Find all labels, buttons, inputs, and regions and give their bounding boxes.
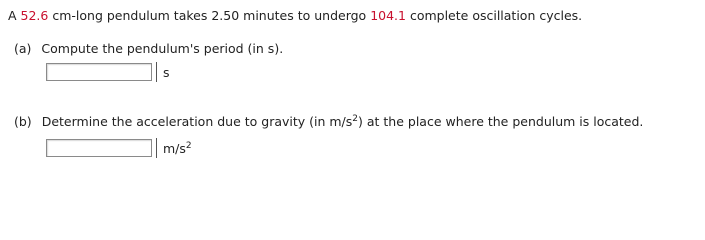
problem-suffix: complete oscillation cycles.	[405, 8, 583, 23]
problem-prefix: A	[8, 8, 21, 23]
part-a-unit: s	[163, 64, 170, 80]
part-a-answer-row	[46, 62, 170, 82]
part-b-unit	[163, 141, 192, 156]
period-answer-input[interactable]	[46, 63, 152, 81]
part-b-question-text	[42, 114, 644, 129]
part-a-question-text: Compute the pendulum's period (in s).	[41, 41, 284, 56]
unit-divider	[156, 138, 160, 158]
gravity-answer-input[interactable]	[46, 139, 152, 157]
problem-statement	[8, 8, 582, 23]
part-b-question-exponent: 2	[352, 113, 359, 124]
part-a-label: (a)	[14, 41, 32, 56]
part-b-question-before: Determine the acceleration due to gravity (in m/s	[41, 114, 353, 129]
part-b-label: (b)	[14, 114, 32, 129]
part-b-unit-exponent: 2	[185, 140, 192, 151]
part-a-question	[14, 41, 283, 56]
part-b-question	[14, 114, 643, 129]
pendulum-length-value: 52.6	[20, 8, 49, 23]
part-b-answer-row	[46, 138, 192, 158]
unit-divider	[156, 62, 160, 82]
part-b-unit-base: m/s	[163, 140, 186, 156]
cycles-value: 104.1	[370, 8, 406, 23]
problem-middle: cm-long pendulum takes 2.50 minutes to undergo	[48, 8, 371, 23]
part-b-question-after: ) at the place where the pendulum is located.	[358, 114, 644, 129]
